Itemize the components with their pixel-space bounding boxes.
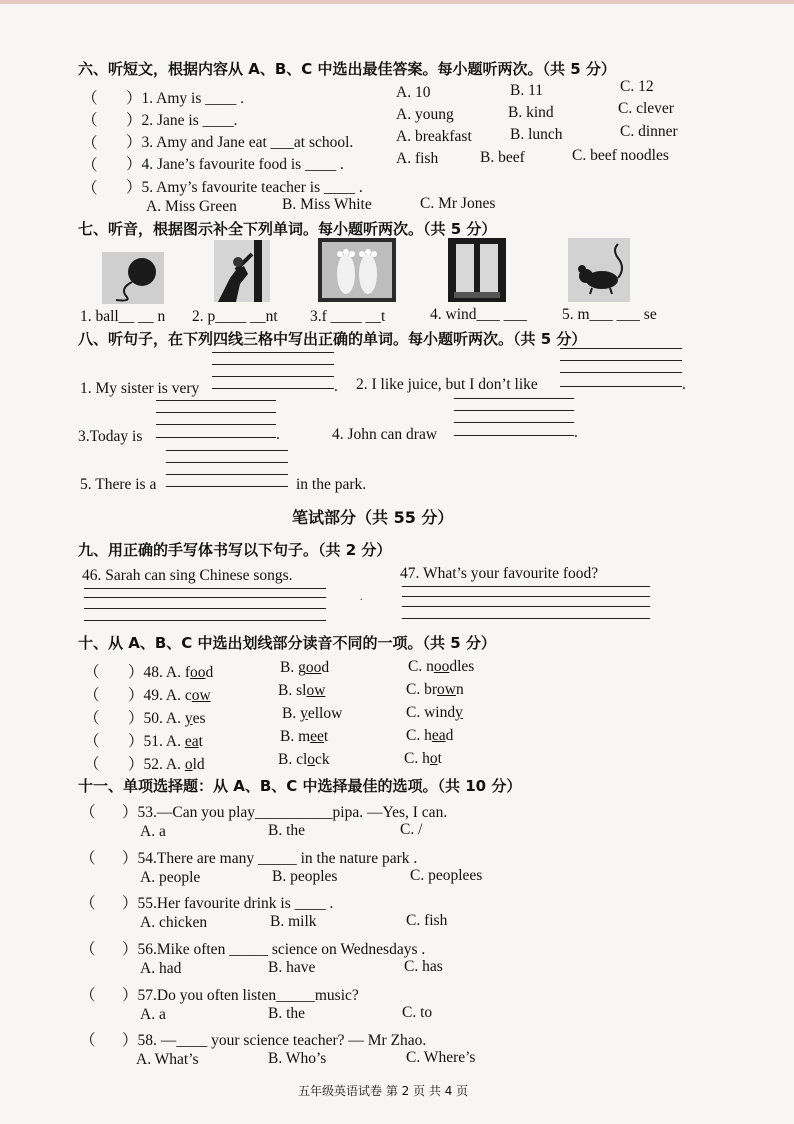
q54-paren: （ xyxy=(80,850,96,867)
q3-text: ）3. Amy and Jane eat ___at school. xyxy=(126,134,354,151)
grid-line xyxy=(454,422,574,423)
page-footer: 五年级英语试卷 第 2 页 共 4 页 xyxy=(298,1084,469,1098)
s8-q1: 1. My sister is very xyxy=(80,380,200,397)
grid-line xyxy=(454,410,574,411)
q4-text: ）4. Jane’s favourite food is ____ . xyxy=(126,156,344,173)
mouse-picture xyxy=(568,238,630,302)
q49-paren: （ xyxy=(84,687,100,704)
q53-option-c: C. / xyxy=(400,821,423,838)
q51-num: ）51. A. eat xyxy=(128,733,203,750)
q1-option-b: B. 11 xyxy=(510,82,544,99)
grid-line xyxy=(156,400,276,401)
q3-paren: （ xyxy=(82,135,98,152)
grid-line xyxy=(166,462,288,463)
section-7-header: 七、听音，根据图示补全下列单词。每小题听两次。（共 5 分） xyxy=(78,220,497,238)
grid-line xyxy=(454,435,574,436)
q50-option-b: B. yellow xyxy=(282,705,343,722)
q1-text: ）1. Amy is ____ . xyxy=(126,90,244,107)
grid-line xyxy=(212,364,334,365)
q56-option-c: C. has xyxy=(404,958,443,975)
grid-line xyxy=(212,352,334,353)
q57-option-b: B. the xyxy=(268,1005,306,1022)
grid-line xyxy=(166,486,288,487)
grid-line xyxy=(560,348,682,349)
q4-option-a: A. fish xyxy=(396,150,439,167)
writing-line xyxy=(84,597,326,598)
q56-option-a: A. had xyxy=(140,960,182,977)
q49-option-b: B. slow xyxy=(278,682,326,699)
q48-paren: （ xyxy=(84,664,100,681)
top-edge xyxy=(0,0,794,4)
s8-q1-dot: . xyxy=(334,378,338,395)
q4-paren: （ xyxy=(82,157,98,174)
q52-option-b: B. clock xyxy=(278,751,330,768)
q50-num: ）50. A. yes xyxy=(128,710,206,727)
q48-option-c: C. noodles xyxy=(408,658,475,675)
grid-line xyxy=(166,450,288,451)
writing-line xyxy=(402,596,650,597)
s8-q2-dot: . xyxy=(682,376,686,393)
q53-option-b: B. the xyxy=(268,822,306,839)
q54-stem: ）54.There are many _____ in the nature park . xyxy=(122,850,418,867)
q56-option-b: B. have xyxy=(268,959,316,976)
q52-option-c: C. hot xyxy=(404,750,442,767)
q5-paren: （ xyxy=(82,180,98,197)
q51-option-b: B. meet xyxy=(280,728,329,745)
q54-option-c: C. peoplees xyxy=(410,867,483,884)
q55-option-b: B. milk xyxy=(270,913,317,930)
q52-num: ）52. A. old xyxy=(128,756,205,773)
q4-option-c: C. beef noodles xyxy=(572,147,669,164)
q4-option-b: B. beef xyxy=(480,149,525,166)
writing-line xyxy=(402,618,650,619)
section-6-header: 六、听短文，根据内容从 A、B、C 中选出最佳答案。每小题听两次。（共 5 分） xyxy=(78,60,616,78)
q58-option-b: B. Who’s xyxy=(268,1050,327,1067)
s8-q2: 2. I like juice, but I don’t like xyxy=(356,376,538,393)
q57-paren: （ xyxy=(80,987,96,1004)
section-9-header: 九、用正确的手写体书写以下句子。（共 2 分） xyxy=(78,541,392,559)
q1-option-c: C. 12 xyxy=(620,78,654,95)
feet-picture xyxy=(318,238,396,302)
q5-option-b: B. Miss White xyxy=(282,196,372,213)
s8-q5-a: 5. There is a xyxy=(80,476,157,493)
grid-line xyxy=(156,437,276,438)
q1-option-a: A. 10 xyxy=(396,84,431,101)
q52-paren: （ xyxy=(84,756,100,773)
q51-paren: （ xyxy=(84,733,100,750)
writing-line xyxy=(402,586,650,587)
q5-option-a: A. Miss Green xyxy=(146,198,237,215)
s8-q5-b: in the park. xyxy=(296,476,367,493)
s8-q3-dot: . xyxy=(276,426,280,443)
q46-text: 46. Sarah can sing Chinese songs. xyxy=(82,567,293,584)
grid-line xyxy=(454,398,574,399)
q53-paren: （ xyxy=(80,804,96,821)
q49-option-c: C. brown xyxy=(406,681,464,698)
written-part-title: 笔试部分（共 55 分） xyxy=(292,508,454,527)
q48-num: ）48. A. food xyxy=(128,664,214,681)
painting-picture xyxy=(214,240,270,302)
writing-line xyxy=(84,588,326,589)
q55-stem: ）55.Her favourite drink is ____ . xyxy=(122,895,334,912)
q56-stem: ）56.Mike often _____ science on Wednesdays . xyxy=(122,941,426,958)
grid-line xyxy=(560,386,682,387)
q5-option-c: C. Mr Jones xyxy=(420,195,496,212)
writing-line xyxy=(84,608,326,609)
word-4: 4. wind___ ___ xyxy=(430,306,527,323)
q48-option-b: B. good xyxy=(280,659,330,676)
q55-paren: （ xyxy=(80,895,96,912)
q50-option-c: C. windy xyxy=(406,704,463,721)
word-3: 3.f ____ __t xyxy=(310,308,386,325)
q2-text: ）2. Jane is ____. xyxy=(126,112,238,129)
q57-option-c: C. to xyxy=(402,1004,433,1021)
q3-option-a: A. breakfast xyxy=(396,128,472,145)
s8-q3: 3.Today is xyxy=(78,428,143,445)
q1-paren: （ xyxy=(82,90,98,107)
section-11-header: 十一、单项选择题：从 A、B、C 中选择最佳的选项。（共 10 分） xyxy=(78,777,522,795)
q2-option-a: A. young xyxy=(396,106,454,123)
q57-stem: ）57.Do you often listen_____music? xyxy=(122,987,359,1004)
s8-q4-dot: . xyxy=(574,424,578,441)
grid-line xyxy=(156,412,276,413)
writing-line xyxy=(402,606,650,607)
grid-line xyxy=(212,376,334,377)
balloon-picture xyxy=(102,252,164,304)
grid-line xyxy=(156,424,276,425)
q54-option-a: A. people xyxy=(140,869,201,886)
q51-option-c: C. head xyxy=(406,727,454,744)
q58-stem: ）58. —____ your science teacher? — Mr Zhao. xyxy=(122,1032,427,1049)
q49-num: ）49. A. cow xyxy=(128,687,211,704)
word-1: 1. ball__ __ n xyxy=(80,308,166,325)
window-picture xyxy=(448,238,506,302)
q2-option-c: C. clever xyxy=(618,100,674,117)
q53-option-a: A. a xyxy=(140,823,166,840)
q56-paren: （ xyxy=(80,941,96,958)
word-2: 2. p____ __nt xyxy=(192,308,278,325)
q53-stem: ）53.—Can you play__________pipa. —Yes, I can. xyxy=(122,804,448,821)
q3-option-b: B. lunch xyxy=(510,126,563,143)
s8-q4: 4. John can draw xyxy=(332,426,438,443)
q55-option-a: A. chicken xyxy=(140,914,208,931)
q57-option-a: A. a xyxy=(140,1006,166,1023)
q58-option-a: A. What’s xyxy=(136,1051,199,1068)
grid-line xyxy=(560,372,682,373)
q2-paren: （ xyxy=(82,112,98,129)
grid-line xyxy=(166,474,288,475)
section-8-header: 八、听句子，在下列四线三格中写出正确的单词。每小题听两次。（共 5 分） xyxy=(78,330,587,348)
q58-option-c: C. Where’s xyxy=(406,1049,476,1066)
q5-text: ）5. Amy’s favourite teacher is ____ . xyxy=(126,179,363,196)
section-10-header: 十、从 A、B、C 中选出划线部分读音不同的一项。（共 5 分） xyxy=(78,634,496,652)
q2-option-b: B. kind xyxy=(508,104,554,121)
grid-line xyxy=(212,388,334,389)
q47-text: 47. What’s your favourite food? xyxy=(400,565,599,582)
word-5: 5. m___ ___ se xyxy=(562,306,657,323)
grid-line xyxy=(560,360,682,361)
small-dot: . xyxy=(360,592,363,603)
q3-option-c: C. dinner xyxy=(620,123,678,140)
q55-option-c: C. fish xyxy=(406,912,448,929)
q50-paren: （ xyxy=(84,710,100,727)
q58-paren: （ xyxy=(80,1032,96,1049)
writing-line xyxy=(84,620,326,621)
q54-option-b: B. peoples xyxy=(272,868,338,885)
